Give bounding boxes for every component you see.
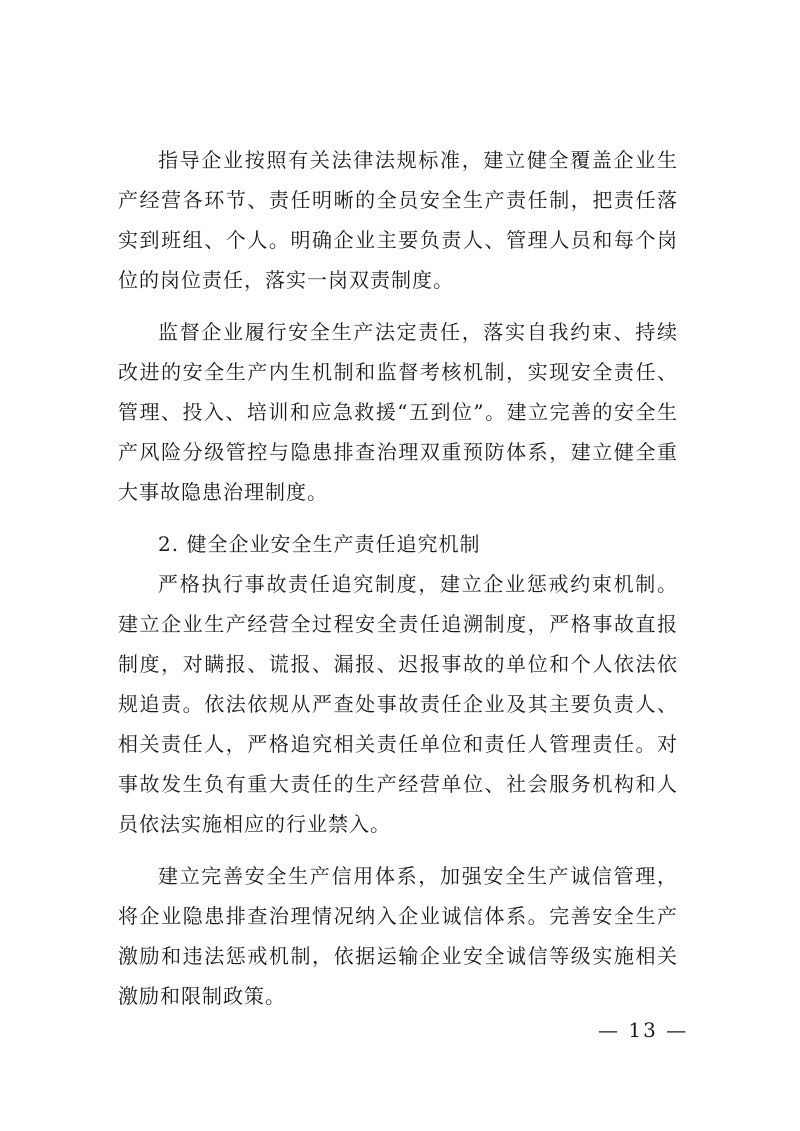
paragraph-accountability: 严格执行事故责任追究制度，建立企业惩戒约束机制。建立企业生产经营全过程安全责任追溯制度，严格事故直报制度，对瞒报、谎报、漏报、迟报事故的单位和个人依法依规追责。依法依规从严查处事故责任企业及其主要负责人、相关责任人，严格追究相关责任单位和责任人管理责任。对事故发生负有重大责任的生产经营单位、社会服务机构和人员依法实施相应的行业禁入。 <box>118 572 678 836</box>
document-body <box>118 140 678 1028</box>
section-heading: 2. 健全企业安全生产责任追究机制 <box>158 532 481 556</box>
paragraph-credit-system: 建立完善安全生产信用体系，加强安全生产诚信管理，将企业隐患排查治理情况纳入企业诚信体系。完善安全生产激励和违法惩戒机制，依据运输企业安全诚信等级实施相关激励和限制政策。 <box>118 864 678 1008</box>
page-number: — 13 — <box>598 1018 689 1042</box>
paragraph-supervision: 监督企业履行安全生产法定责任，落实自我约束、持续改进的安全生产内生机制和监督考核机制，实现安全责任、管理、投入、培训和应急救援“五到位”。建立完善的安全生产风险分级管控与隐患排查治理双重预防体系，建立健全重大事故隐患治理制度。 <box>118 320 678 504</box>
paragraph-enterprise-responsibility: 指导企业按照有关法律法规标准，建立健全覆盖企业生产经营各环节、责任明晰的全员安全生产责任制，把责任落实到班组、个人。明确企业主要负责人、管理人员和每个岗位的岗位责任，落实一岗双责制度。 <box>118 148 678 292</box>
